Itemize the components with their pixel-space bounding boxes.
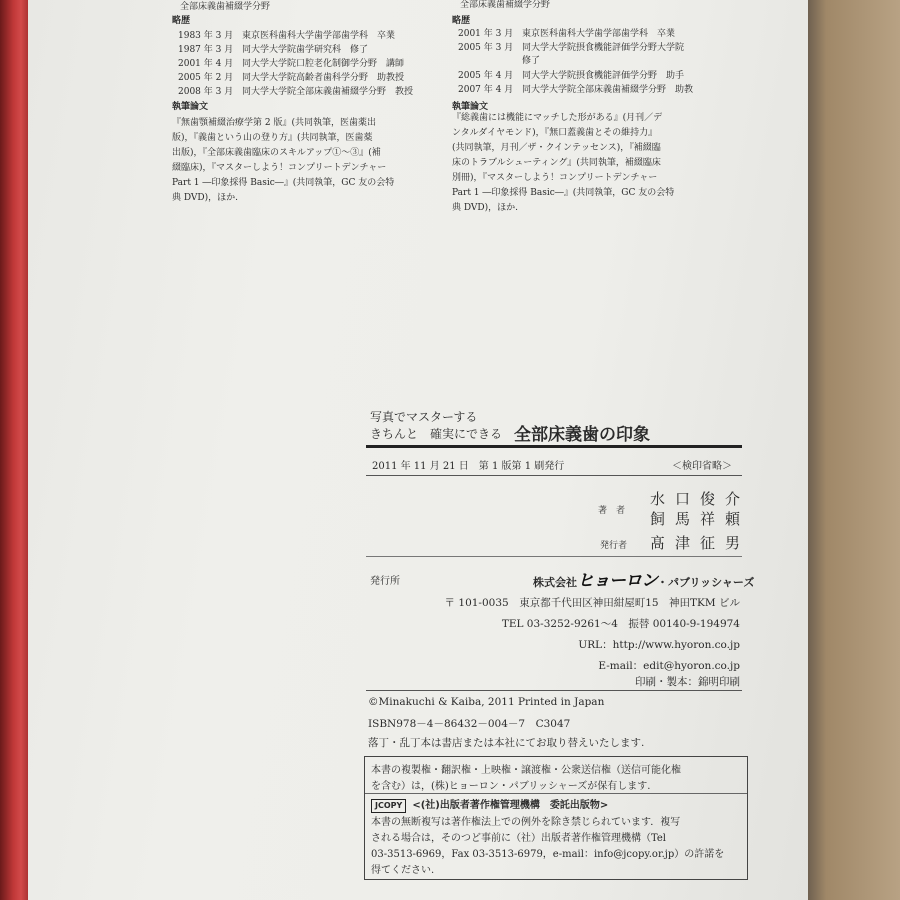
notice-line: 得てください. bbox=[371, 865, 435, 876]
bio-papers: 『無歯顎補綴治療学第 2 版』(共同執筆，医歯薬出 版)，『義歯という山の登り方』(共同執筆，医歯薬 出版)，『全部床義歯臨床のスキルアップ①～③』(補 綴臨床)，『マスターしよう！コンプリートデンチャー Part 1 ―印象採得 Basic―』(共同執筆，GC 友の会特 典 DVD)，ほか. bbox=[172, 118, 395, 203]
publisher-person: 髙津征男 bbox=[650, 534, 751, 552]
notice-line: 本書の複製権・翻訳権・上映権・譲渡権・公衆送信権（送信可能化権 bbox=[371, 765, 681, 776]
jcopy-text: <(社)出版者著作権管理機構 委託出版物> bbox=[412, 800, 609, 811]
author-name-1: 水口俊介 bbox=[650, 490, 751, 508]
publisher-label: 発行所 bbox=[370, 576, 400, 587]
publisher-email: E-mail：edit@hyoron.co.jp bbox=[598, 660, 740, 672]
author-label: 著 者 bbox=[598, 506, 626, 516]
publish-date: 2011 年 11 月 21 日 第 1 版第 1 刷発行 bbox=[372, 461, 565, 472]
publisher-person-label: 発行者 bbox=[600, 541, 628, 551]
bio-papers: 『総義歯には機能にマッチした形がある』(月刊／デ ンタルダイヤモンド)，『無口蓋義歯とその維持力』 (共同執筆，月刊／ザ・クインテッセンス)，『補綴臨 床のトラブルシューティング』(共同執筆，補綴臨床 別冊)，『マスターしよう！コンプリートデンチャー Part 1 ―印象採得 Basic―』(共同執筆，GC 友の会特 典 DVD)，ほか. bbox=[452, 113, 675, 213]
publisher-company bbox=[533, 566, 754, 591]
divider-dashed bbox=[366, 556, 742, 557]
bio-dept: 全部床義歯補綴学分野 bbox=[460, 0, 551, 10]
bio-history-heading: 略歴 bbox=[452, 16, 471, 26]
book-subtitle-2: きちんと 確実にできる bbox=[370, 427, 503, 441]
bio-papers-heading: 執筆論文 bbox=[452, 102, 489, 112]
seal-omitted: ＜検印省略＞ bbox=[672, 461, 732, 472]
book-edge bbox=[808, 0, 900, 900]
printer: 印刷・製本：錦明印刷 bbox=[635, 676, 740, 688]
bio-papers-heading: 執筆論文 bbox=[172, 102, 209, 112]
bio-history-heading: 略歴 bbox=[172, 16, 191, 26]
divider-mid bbox=[366, 690, 742, 691]
divider-thin bbox=[366, 475, 742, 476]
copyright-notice-box bbox=[364, 756, 748, 880]
book-title: 全部床義歯の印象 bbox=[514, 425, 650, 445]
notice-line: 03-3513-6969，Fax 03-3513-6979，e-mail：info@jcopy.or.jp）の許諾を bbox=[371, 849, 725, 860]
notice-line: を含む）は，(株)ヒョーロン・パブリッシャーズが保有します. bbox=[371, 781, 651, 792]
company-prefix: 株式会社 bbox=[533, 576, 577, 589]
company-logo: ヒョーロン bbox=[577, 571, 657, 591]
jcopy-row bbox=[371, 796, 608, 813]
publisher-url: URL：http://www.hyoron.co.jp bbox=[578, 639, 740, 651]
author-name-2: 飼馬祥頼 bbox=[650, 510, 751, 528]
notice-separator bbox=[365, 793, 747, 794]
jcopy-badge: JCOPY bbox=[371, 799, 406, 813]
misprint-note: 落丁・乱丁本は書店または本社にてお取り替えいたします. bbox=[368, 737, 645, 749]
publisher-address: 〒 101-0035 東京都千代田区神田紺屋町15 神田TKM ビル bbox=[444, 597, 740, 609]
bio-dept: 全部床義歯補綴学分野 bbox=[180, 2, 271, 12]
publisher-tel: TEL 03-3252-9261～4 振替 00140-9-194974 bbox=[501, 618, 740, 630]
notice-line: される場合は，そのつど事前に（社）出版者著作権管理機構（Tel bbox=[371, 833, 667, 844]
notice-line: 本書の無断複写は著作権法上での例外を除き禁じられています．複写 bbox=[371, 817, 681, 828]
photo-scene: 全部床義歯補綴学分野 略歴 1983 年 3 月 東京医科歯科大学歯学部歯学科 卒業 1987 年 3 月 同大学大学院歯学研究科 修了 2001 年 4 月 同大学大学院口腔老化制御学分野 講師 2005 年 2 月 同大学大学院高齢者歯科学分野 助教授 2008 年 3 月 同大学大学院全部床義歯補綴学分野 教授 執筆論文 『無歯顎補綴治療学第 2 版』(共同執筆，医歯薬出 版)，『義歯という山の登り方』(共同執筆，医歯薬 出版)，『全部床義歯臨床のスキルアップ①～③』(補 綴臨床)，『マスターしよう！コンプリートデンチャー Part 1 ―印象採得 Basic―』(共同執筆，GC 友の会特 典 DVD)，ほか. 全部床義歯補綴学分野 略歴 2001 年 3 月 東京医科歯科大学歯学部歯学科 卒業 2005 年 3 月 同大学大学院摂食機能評価学分野大学院 修了 2005 年 4 月 同大学大学院摂食機能評価学分野 助手 2007 年 4 月 同大学大学院全部床義歯補綴学分野 助教 執筆論文 『総義歯には機能にマッチした形がある』(月刊／デ ンタルダイヤモンド)，『無口蓋義歯とその維持力』 (共同執筆，月刊／ザ・クインテッセンス)，『補綴臨 床のトラブルシューティング』(共同執筆，補綴臨床 別冊)，『マスターしよう！コンプリートデンチャー Part 1 ―印象採得 Basic―』(共同執筆，GC 友の会特 典 DVD)，ほか. 写真でマスターする きちんと 確実にできる 全部床義歯の印象 2011 年 11 月 21 日 第 1 版第 1 刷発行 ＜検印省略＞ 著 者 水口俊介 飼馬祥頼 発行者 髙津征男 発行所 株式会社ヒョーロン・パブリッシャーズ 〒 101-0035 東京都千代田区神田紺屋町15 神田TKM ビル TEL 03-3252-9261～4 振替 00140-9-194974 URL：http://www.hyoron.co.jp E-mail：edit@hyoron.co.jp 印刷・製本：錦明印刷 ©Minakuchi & Kaiba, 2011 Printed in Japan ISBN978－4－86432－004－7 C3047 落丁・乱丁本は書店または本社にてお取り替えいたします. 本書の複製権・翻訳権・上映権・譲渡権・公衆送信権（送信可能化権 を含む）は，(株)ヒョーロン・パブリッシャーズが保有します. JCOPY <(社)出版者著作権管理機構 委託出版物> 本書の無断複写は著作権法上での例外を除き禁じられています．複写 される場合は，そのつど事前に（社）出版者著作権管理機構（Tel 03-3513-6969，Fax 03-3513-6979，e-mail：info@jcopy.or.jp）の許諾を 得てください. bbox=[0, 0, 900, 900]
company-suffix: ・パブリッシャーズ bbox=[657, 576, 755, 589]
isbn: ISBN978－4－86432－004－7 C3047 bbox=[368, 718, 571, 730]
copyright: ©Minakuchi & Kaiba, 2011 Printed in Japan bbox=[368, 696, 605, 708]
divider-thick bbox=[366, 445, 742, 448]
book-spine bbox=[0, 0, 30, 900]
book-subtitle-1: 写真でマスターする bbox=[370, 410, 478, 424]
